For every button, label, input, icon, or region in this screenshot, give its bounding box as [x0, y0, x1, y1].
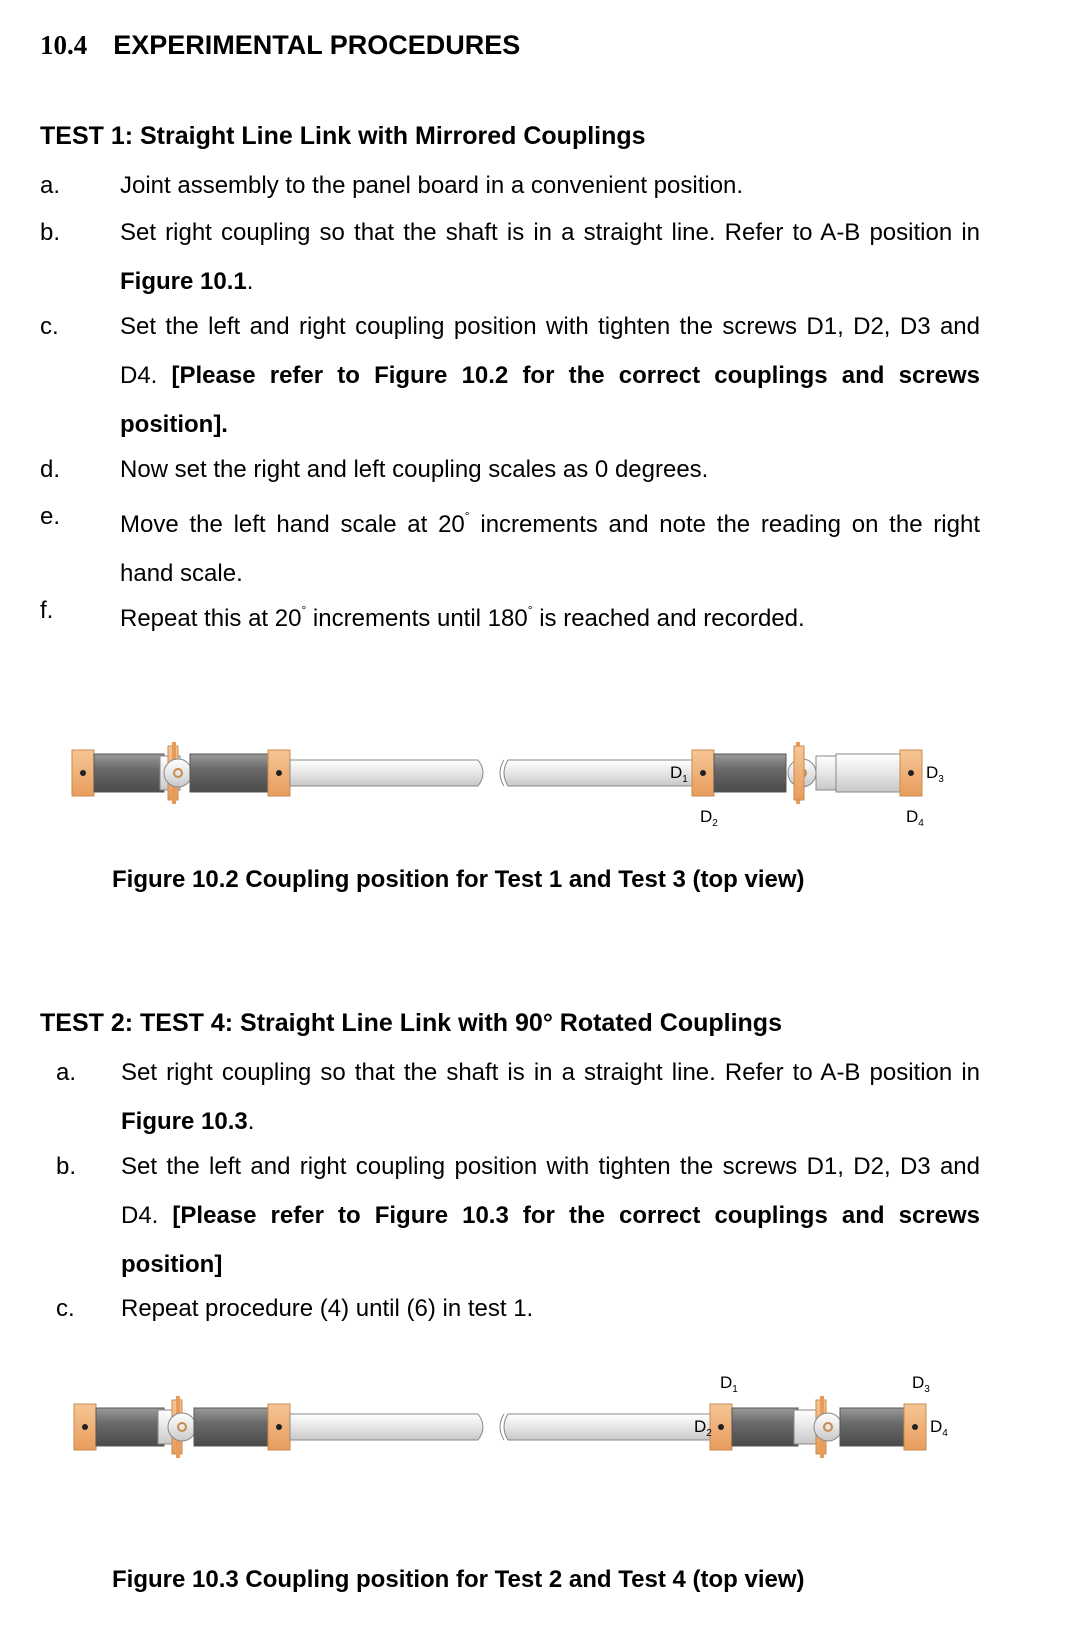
yoke-right [816, 756, 836, 790]
label-d2: $D_2$ [694, 1417, 712, 1439]
screw-icon [718, 1424, 724, 1430]
test2-item-a [40, 1048, 980, 1146]
item-text: Set the left and right coupling position with tighten the screws D1, D2, D3 and D4. [Please refer to Figure 10.2 for the correct couplings and screws position]. [120, 313, 981, 438]
label-d4: $D_4$ [906, 807, 924, 829]
shaft-left [290, 760, 483, 786]
item-text: Set right coupling so that the shaft is in a straight line. Refer to A-B position in Figure 10.1. [120, 219, 980, 295]
test2-item-b [40, 1142, 980, 1289]
joint-ball [814, 1413, 842, 1441]
yoke-left [794, 1410, 816, 1444]
break-mark [500, 1414, 504, 1440]
coupling-body [96, 1408, 164, 1446]
item-text: Joint assembly to the panel board in a convenient position. [120, 172, 744, 199]
screw-icon [276, 770, 282, 776]
test2-title: TEST 2: TEST 4: Straight Line Link with 90° Rotated Couplings [40, 1009, 782, 1037]
figure-10-2-diagram [60, 730, 980, 840]
section-number: 10.4 [40, 30, 88, 60]
screw-icon [912, 1424, 918, 1430]
coupling-body [840, 1408, 904, 1446]
screw-icon [80, 770, 86, 776]
screw-icon [908, 770, 914, 776]
screw-icon [700, 770, 706, 776]
test1-item-f [40, 586, 980, 635]
figure-ref: Figure 10.3 [121, 1108, 248, 1135]
shaft-right [504, 1414, 710, 1440]
coupling-body [836, 754, 900, 792]
figure-ref: [Please refer to Figure 10.2 for the correct couplings and screws position]. [120, 362, 981, 438]
cross-pin [794, 746, 804, 800]
test1-item-d [40, 445, 980, 494]
item-text: Repeat procedure (4) until (6) in test 1. [121, 1295, 534, 1322]
shaft-left [290, 1414, 483, 1440]
section-title: EXPERIMENTAL PROCEDURES [113, 30, 521, 60]
test1-item-b [40, 208, 980, 306]
item-letter: d. [40, 456, 61, 483]
screw-icon [82, 1424, 88, 1430]
item-text: Repeat this at 20° increments until 180° is reached and recorded. [120, 603, 805, 632]
screw-icon [276, 1424, 282, 1430]
test2-item-c [40, 1284, 980, 1333]
figure-10-2-caption: Figure 10.2 Coupling position for Test 1 and Test 3 (top view) [112, 866, 805, 893]
break-mark [500, 760, 504, 786]
item-letter: e. [40, 503, 61, 530]
joint-ball [168, 1413, 196, 1441]
test1-item-a [40, 161, 980, 210]
item-text: Set the left and right coupling position with tighten the screws D1, D2, D3 and D4. [Please refer to Figure 10.3 for the correct couplings and screws position] [121, 1153, 980, 1278]
item-letter: c. [56, 1295, 75, 1322]
joint-ball [164, 759, 192, 787]
item-text: Set right coupling so that the shaft is in a straight line. Refer to A-B position in Figure 10.3. [121, 1059, 980, 1135]
label-d1: $D_1$ [720, 1373, 738, 1395]
label-d3: $D_3$ [926, 763, 944, 785]
test1-title: TEST 1: Straight Line Link with Mirrored Couplings [40, 122, 646, 150]
figure-10-3-caption: Figure 10.3 Coupling position for Test 2 and Test 4 (top view) [112, 1566, 805, 1593]
test1-item-e [40, 492, 980, 590]
item-letter: a. [40, 172, 61, 199]
label-d1: $D_1$ [670, 763, 688, 785]
figure-10-3-diagram [60, 1360, 980, 1470]
figure-ref: [Please refer to Figure 10.3 for the correct couplings and screws position] [121, 1202, 980, 1278]
figure-ref: Figure 10.1 [120, 268, 247, 295]
label-d3: $D_3$ [912, 1373, 930, 1395]
test1-item-c [40, 302, 980, 449]
coupling-body [714, 754, 786, 792]
item-letter: b. [56, 1153, 77, 1180]
coupling-body [94, 754, 164, 792]
item-letter: b. [40, 219, 61, 246]
item-text: Now set the right and left coupling scales as 0 degrees. [120, 456, 709, 483]
coupling-body [190, 754, 268, 792]
item-text: Move the left hand scale at 20° increments and note the reading on the right hand scale. [120, 509, 980, 587]
shaft-right [504, 760, 692, 786]
item-letter: f. [40, 597, 54, 624]
label-d4: $D_4$ [930, 1417, 948, 1439]
item-letter: a. [56, 1059, 77, 1086]
coupling-body [732, 1408, 798, 1446]
section-heading [40, 30, 520, 61]
label-d2: $D_2$ [700, 807, 718, 829]
item-letter: c. [40, 313, 59, 340]
coupling-body [194, 1408, 268, 1446]
